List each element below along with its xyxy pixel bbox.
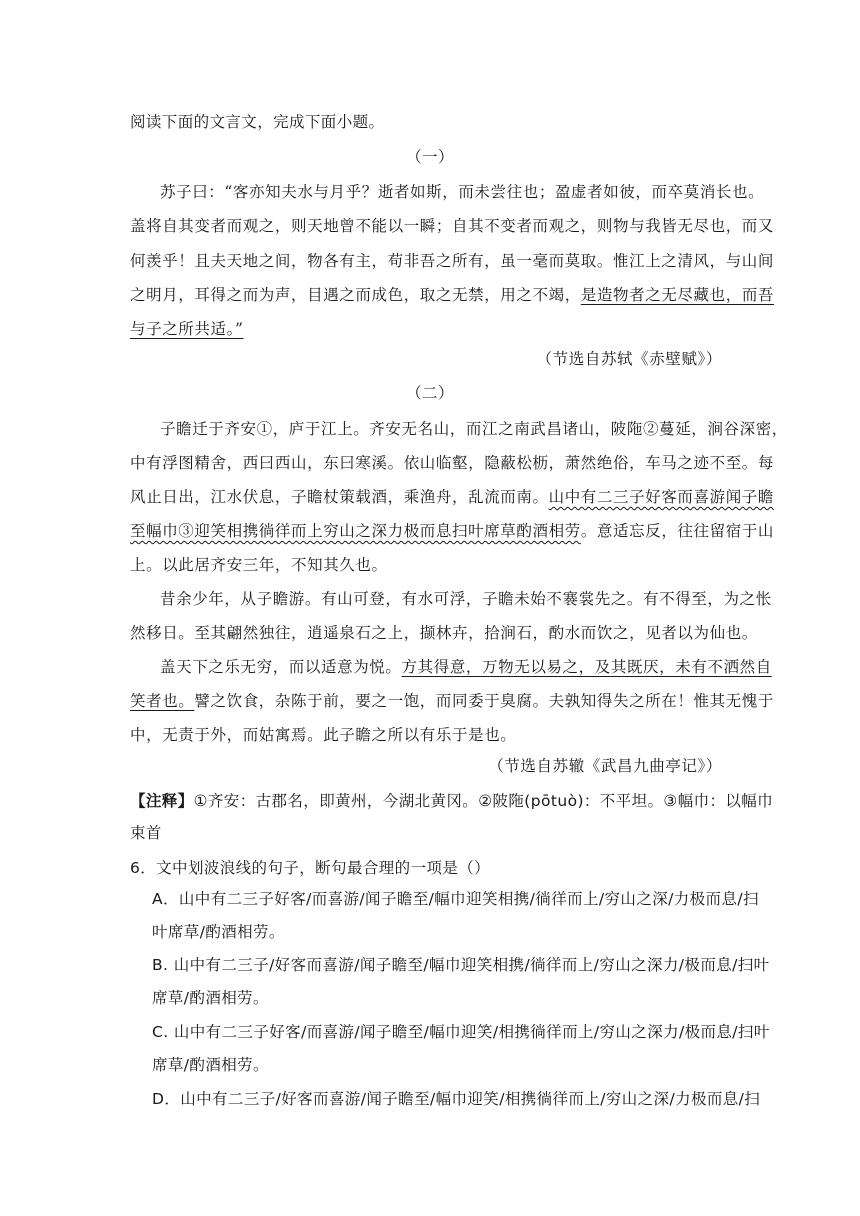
notes-text: ①齐安：古郡名，即黄州，今湖北黄冈。②陂陁(pōtuò)：不平坦。③幅巾：以幅巾: [193, 792, 774, 810]
passage-2-line: 然移日。至其翩然独往，逍遥泉石之上，撷林卉，拾涧石，酌水而饮之，见者以为仙也。: [130, 624, 758, 642]
passage-2-line: [130, 521, 774, 541]
passage-2-line: [160, 657, 772, 677]
underlined-sentence: 笑者也。: [130, 692, 195, 710]
section-2-heading: （二）: [406, 384, 454, 402]
source-citation-1: （节选自苏轼《赤壁赋》）: [536, 350, 722, 368]
notes-line: [130, 791, 773, 811]
option-b[interactable]: B. 山中有二三子/好客而喜游/闻子瞻至/幅巾迎笑相携/徜徉而上/穷山之深力/极而息/扫叶: [152, 956, 770, 974]
option-a-continued[interactable]: 叶席草/酌酒相劳。: [152, 923, 285, 941]
passage-1-text: 之明月，耳得之而为声，目遇之而成色，取之无禁，用之不竭，: [130, 286, 581, 304]
notes-label: 【注释】: [130, 792, 194, 810]
passage-2-line: 上。以此居齐安三年，不知其久也。: [130, 556, 388, 574]
passage-1-line: 苏子曰：“客亦知夫水与月乎？逝者如斯，而未尝往也；盈虚者如彼，而卒莫消长也。: [160, 183, 765, 201]
question-stem: 6．文中划波浪线的句子，断句最合理的一项是（）: [130, 859, 491, 877]
passage-2-line: 中，无责于外，而姑寓焉。此子瞻之所以有乐于是也。: [130, 726, 517, 744]
option-c-continued[interactable]: 席草/酌酒相劳。: [152, 1056, 269, 1074]
passage-2-text: 风止日出，江水伏息，子瞻杖策载酒，乘渔舟，乱流而南。: [130, 488, 549, 506]
passage-2-line: 子瞻迁于齐安①，庐于江上。齐安无名山，而江之南武昌诸山，陂陁②蔓延，涧谷深密，: [160, 420, 788, 438]
passage-2-text: 譬之饮食，杂陈于前，要之一饱，而同委于臭腐。夫孰知得失之所在！惟其无愧于: [194, 692, 775, 710]
source-citation-2: （节选自苏辙《武昌九曲亭记》）: [488, 757, 722, 775]
passage-2-line: 中有浮图精舍，西曰西山，东曰寒溪。依山临壑，隐蔽松枥，萧然绝俗，车马之迹不至。每: [130, 454, 775, 472]
passage-1-line: [130, 285, 774, 305]
passage-2-line: [130, 487, 774, 507]
option-a[interactable]: A．山中有二三子好客/而喜游/闻子瞻至/幅巾迎笑相携/徜徉而上/穷山之深/力极而息/扫: [152, 890, 759, 908]
underlined-sentence: 方其得意，万物无以易之，及其既厌，未有不洒然自: [401, 658, 772, 676]
passage-1-line: 盖将自其变者而观之，则天地曾不能以一瞬；自其不变者而观之，则物与我皆无尽也，而又: [130, 217, 775, 235]
option-c[interactable]: C. 山中有二三子好客/而喜游/闻子瞻至/幅巾迎笑/相携徜徉而上/穷山之深力/极而息/扫叶: [152, 1023, 770, 1041]
passage-2-text: 盖天下之乐无穷，而以适意为悦。: [160, 658, 402, 676]
wavy-sentence: 至幅巾③迎笑相携徜徉而上穷山之深力极而息扫叶席草酌酒相劳: [130, 522, 581, 540]
passage-2-line: [130, 691, 774, 711]
instruction: 阅读下面的文言文，完成下面小题。: [130, 113, 385, 131]
option-d[interactable]: D．山中有二三子/好客而喜游/闻子瞻至/幅巾迎笑/相携徜徉而上/穷山之深/力极而息/扫: [152, 1090, 761, 1108]
passage-2-line: 昔余少年，从子瞻游。有山可登，有水可浮，子瞻未始不褰裳先之。有不得至，为之怅: [160, 590, 772, 608]
wavy-sentence: 山中有二三子好客而喜游闻子瞻: [548, 488, 775, 506]
passage-2-text: 。意适忘反，往往留宿于山: [580, 522, 775, 540]
notes-line: 束首: [130, 824, 162, 842]
section-1-heading: （一）: [406, 148, 454, 166]
passage-1-line: [130, 319, 243, 339]
underlined-sentence: 是造物者之无尽藏也，而吾: [580, 286, 775, 304]
underlined-sentence: 与子之所共适。”: [130, 320, 244, 338]
option-b-continued[interactable]: 席草/酌酒相劳。: [152, 989, 269, 1007]
passage-1-line: 何羡乎！且夫天地之间，物各有主，苟非吾之所有，虽一毫而莫取。惟江上之清风，与山间: [130, 252, 775, 270]
